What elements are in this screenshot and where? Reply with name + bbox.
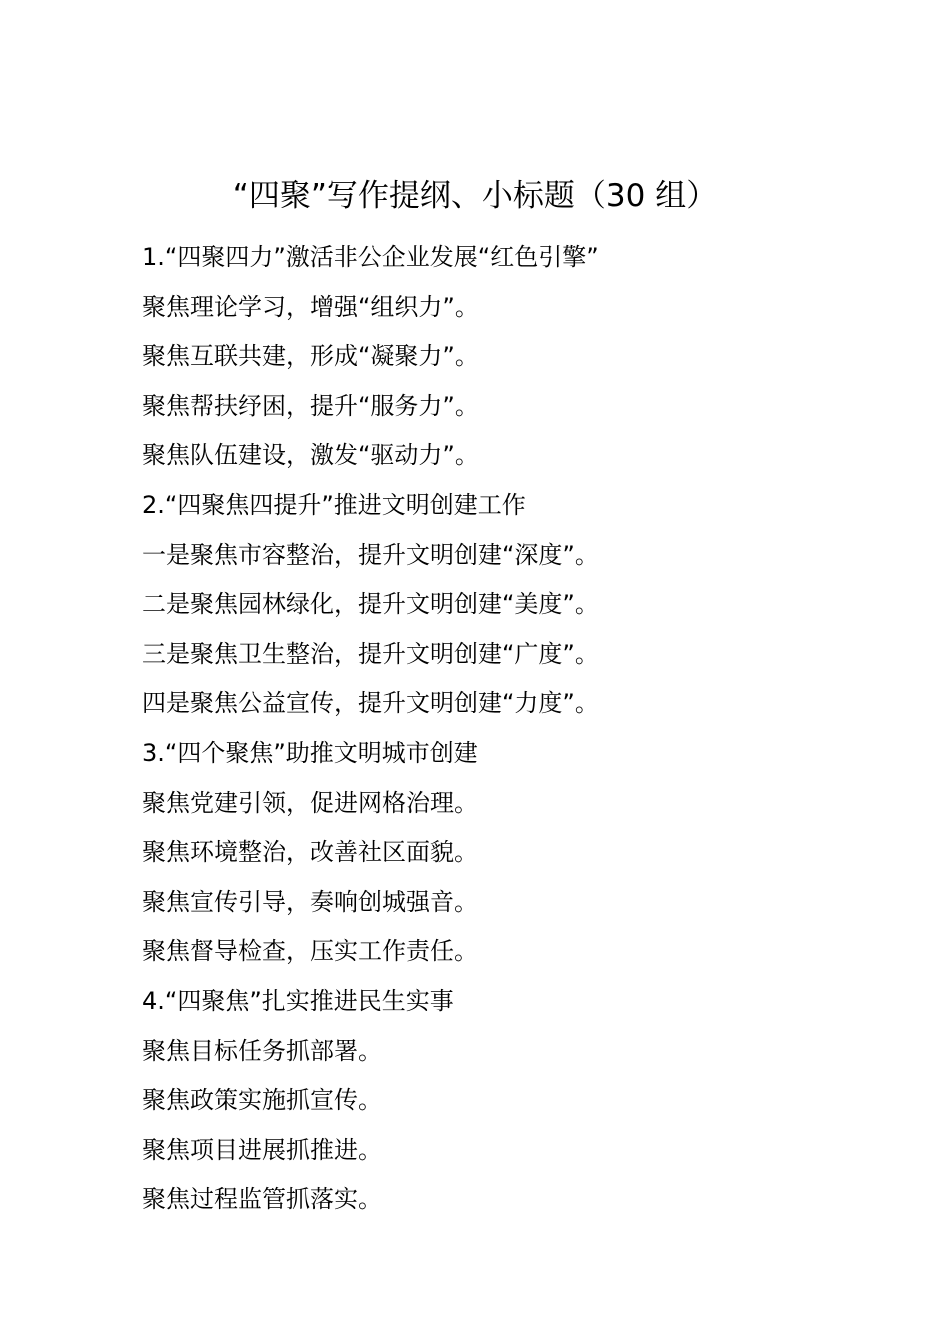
body-line: 聚焦目标任务抓部署。 [142,1036,382,1065]
section-heading-3: 3.“四个聚焦”助推文明城市创建 [142,738,478,767]
body-line: 聚焦环境整治，改善社区面貌。 [142,838,478,867]
body-line: 聚焦理论学习，增强“组织力”。 [142,292,479,321]
section-heading-1: 1.“四聚四力”激活非公企业发展“红色引擎” [142,243,599,271]
body-line: 聚焦互联共建，形成“凝聚力”。 [142,342,479,371]
document-body [142,233,922,1225]
body-line: 一是聚焦市容整治，提升文明创建“深度”。 [142,540,599,569]
body-line: 聚焦过程监管抓落实。 [142,1185,382,1214]
body-line: 聚焦项目进展抓推进。 [142,1135,382,1164]
body-line: 聚焦宣传引导，奏响创城强音。 [142,887,478,916]
body-line: 四是聚焦公益宣传，提升文明创建“力度”。 [142,689,599,718]
body-line: 聚焦督导检查，压实工作责任。 [142,937,478,966]
section-heading-4: 4.“四聚焦”扎实推进民生实事 [142,986,454,1015]
body-line: 二是聚焦园林绿化，提升文明创建“美度”。 [142,590,599,619]
document-title: “四聚”写作提纲、小标题（30 组） [232,178,718,214]
body-line: 聚焦帮扶纾困，提升“服务力”。 [142,391,479,420]
body-line: 聚焦党建引领，促进网格治理。 [142,788,478,817]
body-line: 聚焦政策实施抓宣传。 [142,1086,382,1115]
body-line: 聚焦队伍建设，激发“驱动力”。 [142,441,479,470]
body-line: 三是聚焦卫生整治，提升文明创建“广度”。 [142,639,599,668]
section-heading-2: 2.“四聚焦四提升”推进文明创建工作 [142,490,526,519]
